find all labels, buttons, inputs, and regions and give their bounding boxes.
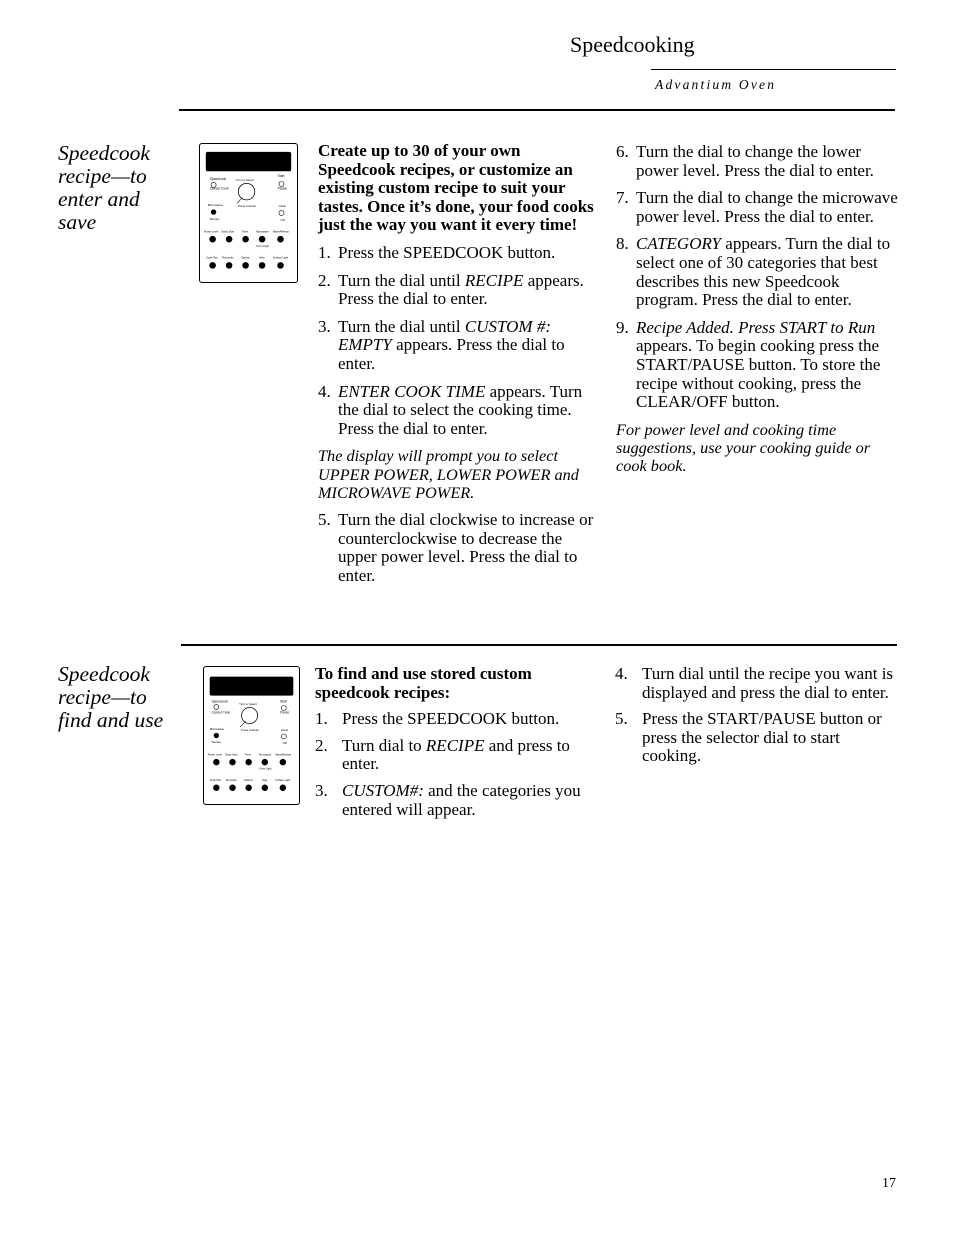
header-rule <box>651 69 896 70</box>
section-divider <box>181 644 897 646</box>
panel-label: Warm/Reheat <box>272 230 289 234</box>
panel-label: Cancel Cook <box>211 710 231 715</box>
control-panel-drawing <box>204 667 299 804</box>
selector-dial-icon <box>238 183 254 199</box>
step-text: Turn the dial to change the microwave power level. Press the dial to enter. <box>636 188 898 226</box>
step-text: and the categories you entered will appear. <box>342 780 581 819</box>
panel-label: Reminder <box>222 256 234 260</box>
panel-label: Recipe <box>209 216 220 221</box>
section-title-line: find and use <box>58 708 164 732</box>
panel-label: Clear <box>280 727 289 732</box>
step-emphasis: RECIPE <box>425 735 485 755</box>
step-number: 2. <box>315 735 328 755</box>
instructions-column <box>616 134 898 476</box>
step-item <box>315 710 587 729</box>
step-item <box>318 244 600 263</box>
intro-paragraph: To find and use stored custom speedcook recipes: <box>315 664 532 702</box>
section-title-line: save <box>58 210 97 234</box>
step-emphasis: CUSTOM #: EMPTY <box>338 316 552 355</box>
step-number: 7. <box>616 188 629 208</box>
panel-label: Recipe <box>211 740 222 745</box>
panel-label: Surface Light <box>275 779 291 783</box>
panel-label: Power Level <box>207 753 222 757</box>
step-item <box>616 319 898 412</box>
panel-label: Reminder <box>225 779 237 783</box>
chapter-title: Speedcooking <box>570 32 695 57</box>
intro-paragraph: Create up to 30 of your own Speedcook recipes, or customize an existing custom recipe to suit your tastes. Once it’s done, your food cooks just the way you want it every time! <box>318 141 594 235</box>
control-panel-illustration <box>199 143 298 283</box>
control-panel-drawing <box>200 144 297 282</box>
step-item <box>616 143 898 180</box>
step-item <box>616 235 898 309</box>
step-text: and press to enter. <box>342 735 570 774</box>
panel-label: Speedcook <box>211 699 228 704</box>
panel-label: Cancel Cook <box>209 186 229 191</box>
step-text: Press the SPEEDCOOK button. <box>342 709 560 729</box>
step-text: Turn the dial clockwise to increase or counterclockwise to decrease the upper power level. Press the dial to enter. <box>338 510 594 585</box>
step-number: 1. <box>318 242 331 262</box>
step-emphasis: CATEGORY <box>636 234 722 254</box>
step-item <box>318 383 600 439</box>
panel-label: Delay Start <box>221 230 235 234</box>
panel-label: Options <box>240 256 250 260</box>
panel-label: Options <box>243 779 253 783</box>
panel-label: Microwave <box>209 726 225 731</box>
step-text: Turn the dial until <box>338 270 465 290</box>
step-text: Turn the dial to change the lower power level. Press the dial to enter. <box>636 142 874 180</box>
section-title <box>58 142 150 234</box>
display-prompt-note: The display will prompt you to select UPPER POWER, LOWER POWER and MICROWAVE POWER. <box>318 446 579 502</box>
step-item <box>616 189 898 226</box>
step-text: Turn dial to <box>342 735 426 755</box>
panel-label: Delay Start <box>224 753 238 757</box>
section-divider <box>179 109 895 111</box>
step-text: Turn dial until the recipe you want is displayed and press the dial to enter. <box>642 664 894 702</box>
step-item <box>318 318 600 374</box>
section-title-line: Speedcook <box>58 662 150 686</box>
step-number: 9. <box>616 317 629 337</box>
panel-label: Off <box>280 217 285 222</box>
step-number: 8. <box>616 234 629 254</box>
step-number: 3. <box>315 780 328 800</box>
step-number: 1. <box>315 709 328 729</box>
panel-label: Off <box>282 741 287 746</box>
panel-label: Power Level <box>203 230 219 234</box>
panel-label: Pause <box>280 710 290 715</box>
step-item <box>315 737 587 774</box>
panel-label: Warm/Reheat <box>275 753 291 757</box>
step-number: 4. <box>615 664 628 683</box>
panel-label: Turn to Select <box>239 702 257 707</box>
panel-label: Microwave <box>256 230 269 234</box>
panel-label: Speedcook <box>209 177 227 182</box>
step-item <box>615 665 895 702</box>
suggestion-note: For power level and cooking time suggestions, use your cooking guide or cook book. <box>616 419 871 476</box>
instructions-column <box>315 665 587 819</box>
panel-label: Microwave <box>207 203 223 208</box>
instructions-column <box>318 142 600 586</box>
step-emphasis: Recipe Added. Press START to Run <box>636 317 876 337</box>
section-title-line: Speedcook <box>58 141 150 165</box>
panel-label: Turn to Select <box>235 177 254 182</box>
step-number: 2. <box>318 270 331 290</box>
step-number: 4. <box>318 381 331 401</box>
instructions-column <box>615 657 895 766</box>
section-title-line: recipe—to <box>58 164 147 188</box>
step-text: Turn the dial until <box>338 316 465 336</box>
page-number: 17 <box>882 1176 896 1191</box>
step-emphasis: ENTER COOK TIME <box>338 381 486 401</box>
step-item <box>315 782 587 819</box>
step-text: appears. Turn the dial to select one of 30 categories that best describes this new Speedcook program. Press the dial to enter. <box>636 234 891 310</box>
section-title-line: recipe—to <box>58 685 147 709</box>
panel-label: Press to Enter <box>241 727 260 732</box>
panel-label: Clear <box>278 204 286 209</box>
panel-label: Timer <box>241 230 249 234</box>
section-title-line: enter and <box>58 187 140 211</box>
step-emphasis: CUSTOM#: <box>342 780 424 800</box>
panel-label: Oven Light <box>256 244 269 248</box>
step-number: 5. <box>615 709 628 729</box>
control-panel-illustration <box>203 666 300 805</box>
step-item <box>318 272 600 309</box>
step-text: appears. Turn the dial to select the cooking time. Press the dial to enter. <box>338 381 583 438</box>
panel-label: Cook Part <box>209 779 222 783</box>
product-subtitle: Advantium Oven <box>655 77 777 92</box>
step-text: appears. To begin cooking press the START/PAUSE button. To store the recipe without cooking, press the CLEAR/OFF button. <box>636 336 881 412</box>
step-number: 5. <box>318 510 331 530</box>
step-item <box>615 710 895 766</box>
panel-label: Help <box>261 779 268 783</box>
panel-label: Start <box>280 699 287 704</box>
panel-label: Surface Light <box>272 256 289 260</box>
panel-label: Cook Part <box>205 256 218 260</box>
panel-label: Pause <box>277 186 287 191</box>
step-number: 6. <box>616 142 629 161</box>
panel-label: Timer <box>244 753 252 757</box>
panel-label: Start <box>277 174 285 179</box>
step-text: Press the START/PAUSE button or press the selector dial to start cooking. <box>642 709 882 766</box>
step-text: Press the SPEEDCOOK button. <box>338 242 556 262</box>
selector-dial-icon <box>242 707 258 723</box>
panel-label: Press to Enter <box>237 204 257 209</box>
step-text: appears. Press the dial to enter. <box>338 270 584 309</box>
step-emphasis: RECIPE <box>464 270 524 290</box>
step-number: 3. <box>318 316 331 336</box>
step-item <box>318 511 600 585</box>
panel-label: Microwave <box>259 753 272 757</box>
panel-label: Oven Light <box>259 767 272 771</box>
section-title <box>58 663 163 732</box>
panel-label: Help <box>259 256 265 260</box>
step-text: appears. Press the dial to enter. <box>338 335 565 373</box>
